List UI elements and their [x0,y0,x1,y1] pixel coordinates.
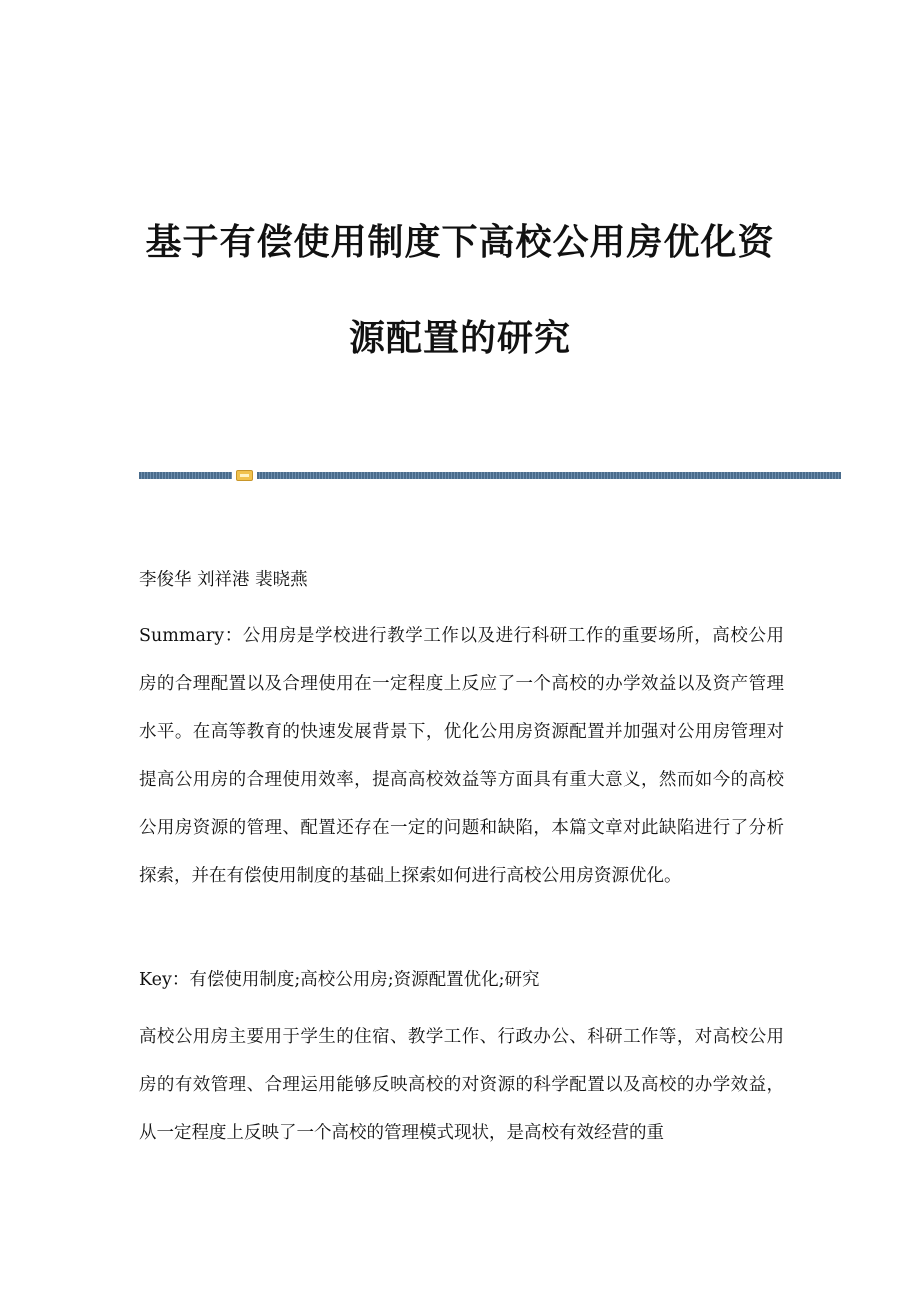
keywords-line: Key：有偿使用制度;高校公用房;资源配置优化;研究 [139,970,540,990]
divider-bar-right [257,472,841,479]
summary-paragraph: Summary：公用房是学校进行教学工作以及进行科研工作的重要场所，高校公用房的合理配置以及合理使用在一定程度上反应了一个高校的办学效益以及资产管理水平。在高等教育的快速发展背景下，优化公用房资源配置并加强对公用房管理对提高公用房的合理使用效率，提高高校效益等方面具有重大意义，然而如今的高校公用房资源的管理、配置还存在一定的问题和缺陷，本篇文章对此缺陷进行了分析探索，并在有偿使用制度的基础上探索如何进行高校公用房资源优化。 [139,626,784,886]
document-title-line-2: 源配置的研究 [348,317,571,359]
divider-bar-left [139,472,232,479]
divider-emblem-icon [236,470,253,481]
body-paragraph: 高校公用房主要用于学生的住宿、教学工作、行政办公、科研工作等，对高校公用房的有效管理、合理运用能够反映高校的对资源的科学配置以及高校的办学效益，从一定程度上反映了一个高校的管理模式现状，是高校有效经营的重 [139,1027,784,1143]
document-title-line-1: 基于有偿使用制度下高校公用房优化资 [145,221,775,263]
title-divider [139,470,841,480]
authors-line: 李俊华 刘祥港 裴晓燕 [139,570,308,590]
